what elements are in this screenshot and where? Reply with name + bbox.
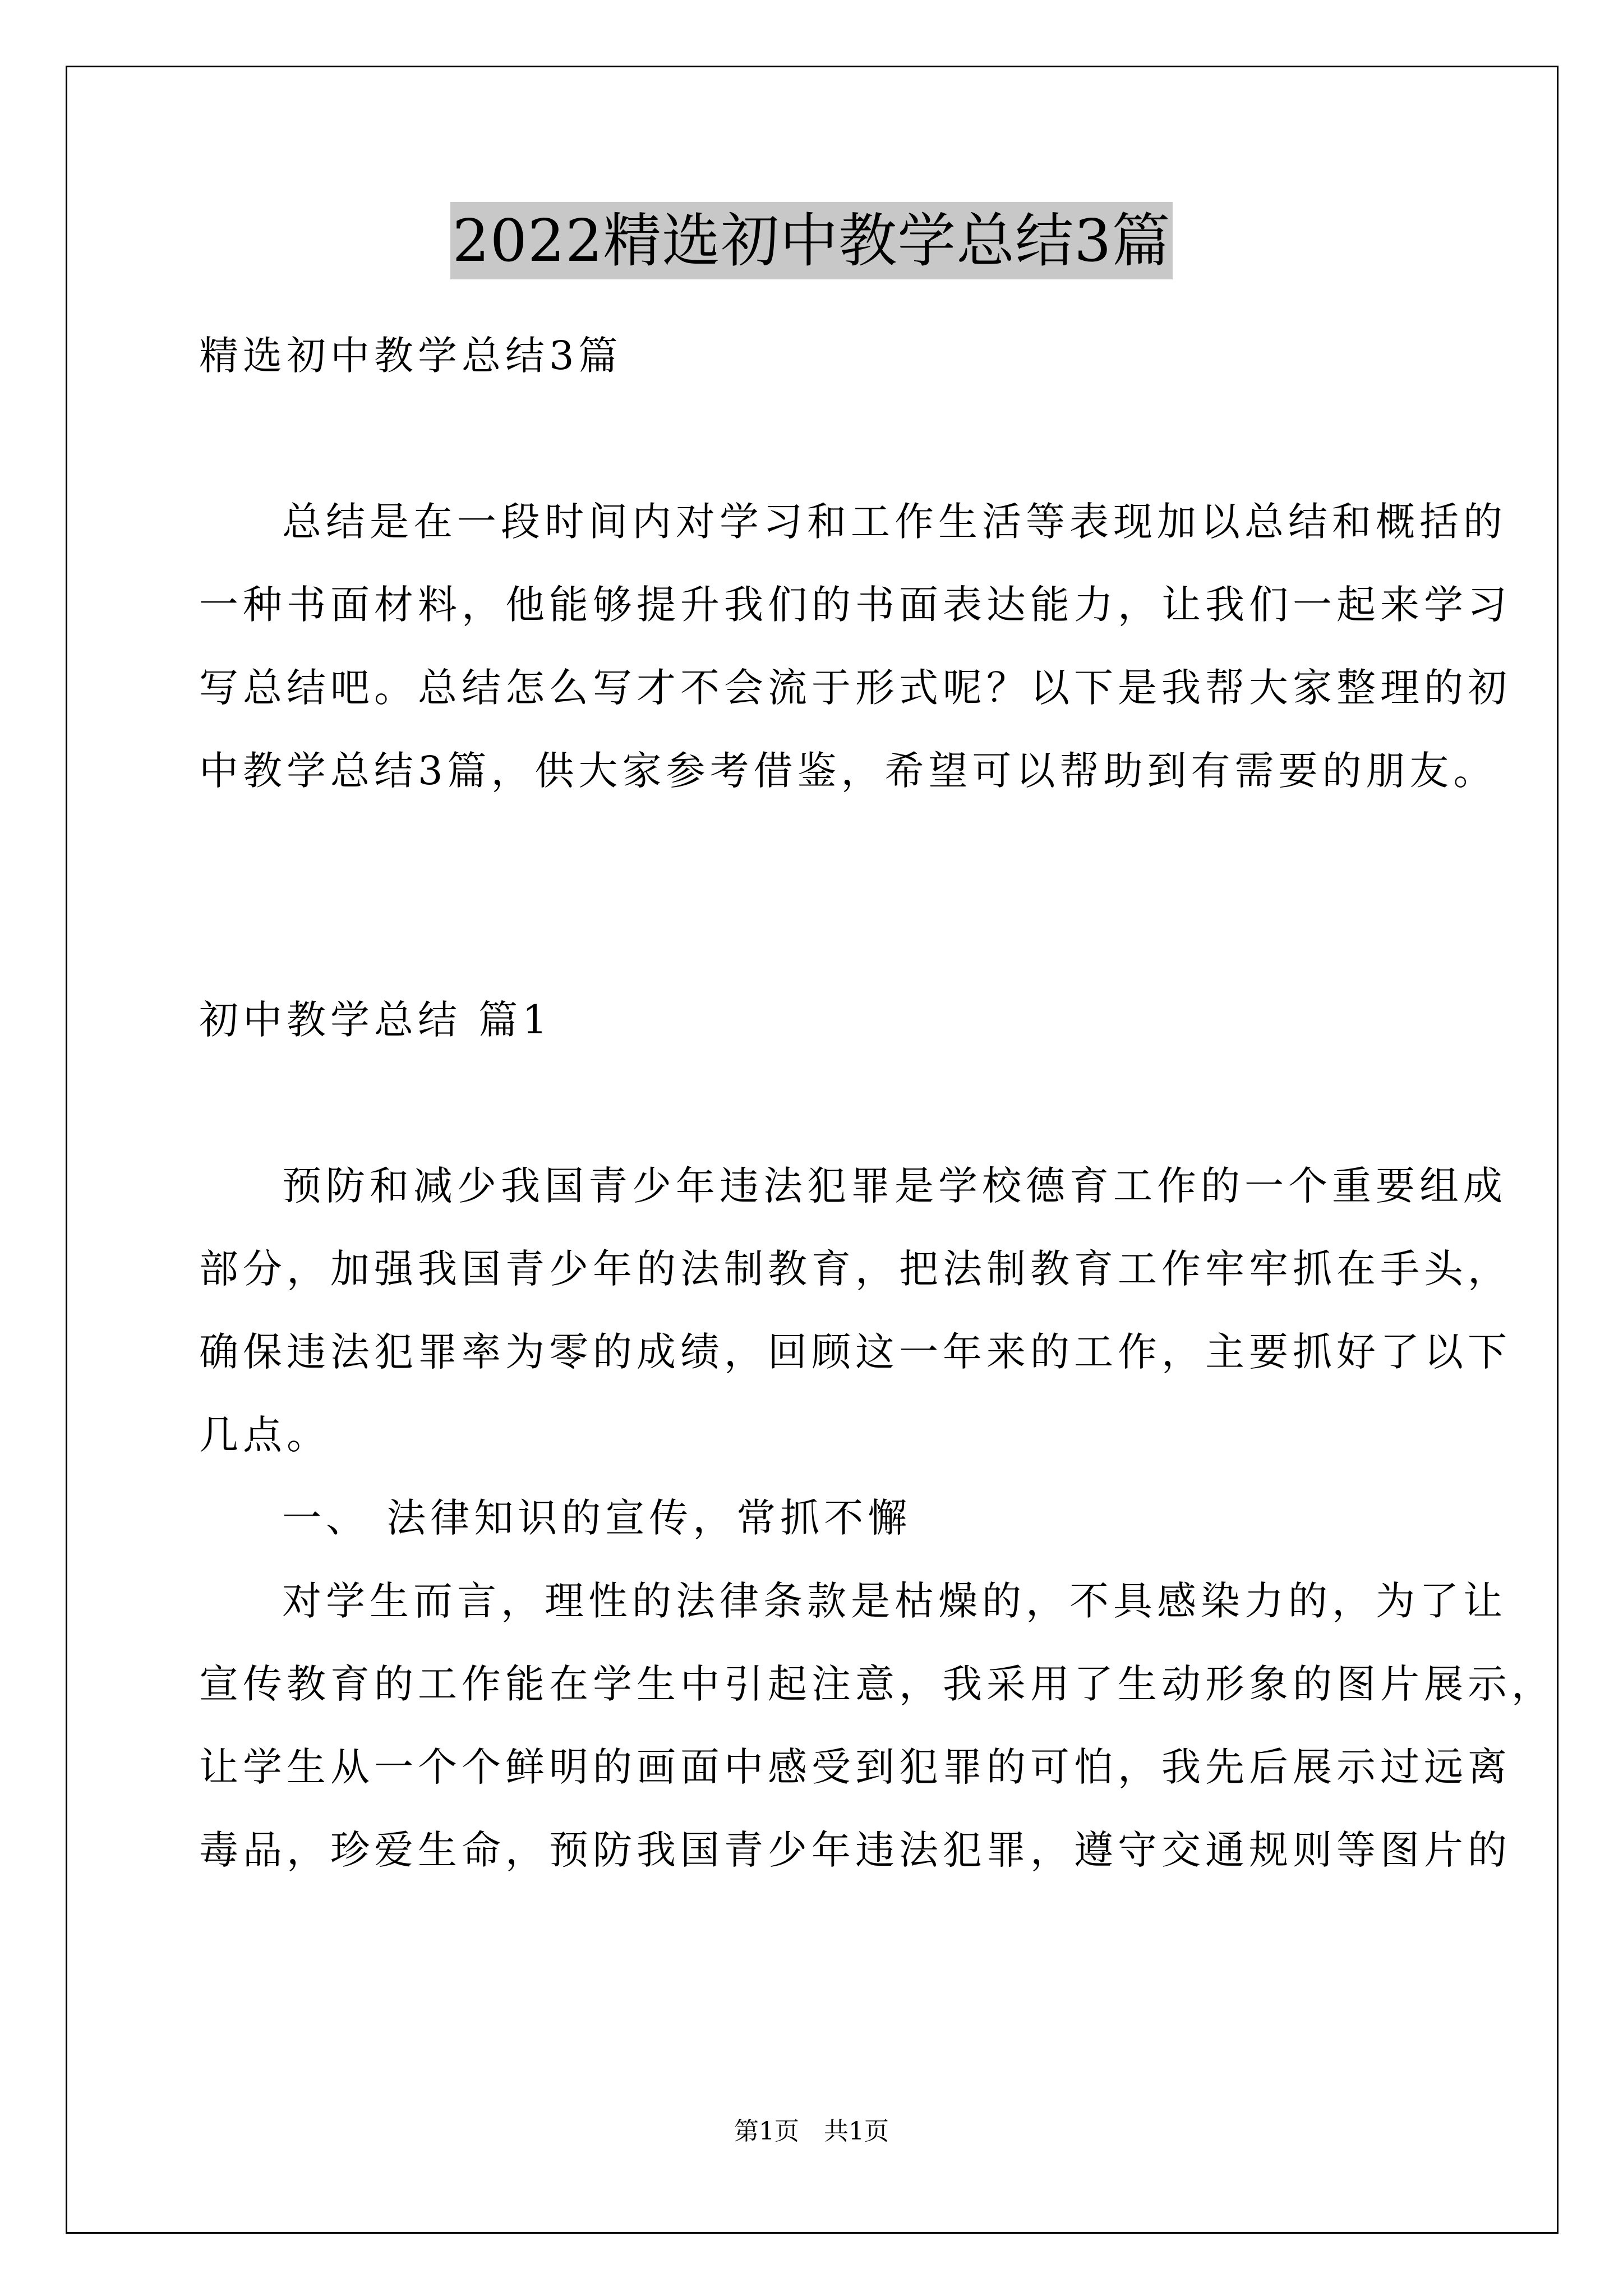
spacer xyxy=(199,812,1427,895)
paragraph-line: 宣传教育的工作能在学生中引起注意，我采用了生动形象的图片展示， xyxy=(199,1661,1555,1707)
spacer xyxy=(199,397,1427,480)
page-number: 第1页 共1页 xyxy=(734,2117,889,2146)
paragraph-line: 几点。 xyxy=(199,1412,330,1458)
spacer xyxy=(199,895,1427,978)
document-body xyxy=(199,314,1555,1892)
page-footer xyxy=(0,2115,1623,2148)
point-heading: 一、 法律知识的宣传，常抓不懈 xyxy=(282,1495,912,1541)
paragraph-line: 让学生从一个个鲜明的画面中感受到犯罪的可怕，我先后展示过远离 xyxy=(199,1744,1511,1790)
paragraph-line: 部分，加强我国青少年的法制教育，把法制教育工作牢牢抓在手头， xyxy=(199,1246,1511,1292)
title-wrap xyxy=(0,202,1623,279)
intro-line: 总结是在一段时间内对学习和工作生活等表现加以总结和概括的 xyxy=(282,499,1507,545)
paragraph-line: 毒品，珍爱生命，预防我国青少年违法犯罪，遵守交通规则等图片的 xyxy=(199,1827,1511,1873)
paragraph-line: 对学生而言，理性的法律条款是枯燥的，不具感染力的，为了让 xyxy=(282,1578,1507,1624)
paragraph-line: 确保违法犯罪率为零的成绩，回顾这一年来的工作，主要抓好了以下 xyxy=(199,1329,1511,1375)
document-title: 2022精选初中教学总结3篇 xyxy=(450,202,1173,279)
intro-line: 写总结吧。总结怎么写才不会流于形式呢？以下是我帮大家整理的初 xyxy=(199,665,1511,711)
section-heading: 初中教学总结 篇1 xyxy=(199,997,552,1043)
paragraph-line: 预防和减少我国青少年违法犯罪是学校德育工作的一个重要组成 xyxy=(282,1163,1507,1209)
spacer xyxy=(199,1061,1427,1144)
intro-line: 中教学总结3篇，供大家参考借鉴，希望可以帮助到有需要的朋友。 xyxy=(199,748,1497,794)
intro-line: 一种书面材料，他能够提升我们的书面表达能力，让我们一起来学习 xyxy=(199,582,1511,628)
subtitle: 精选初中教学总结3篇 xyxy=(199,333,623,379)
